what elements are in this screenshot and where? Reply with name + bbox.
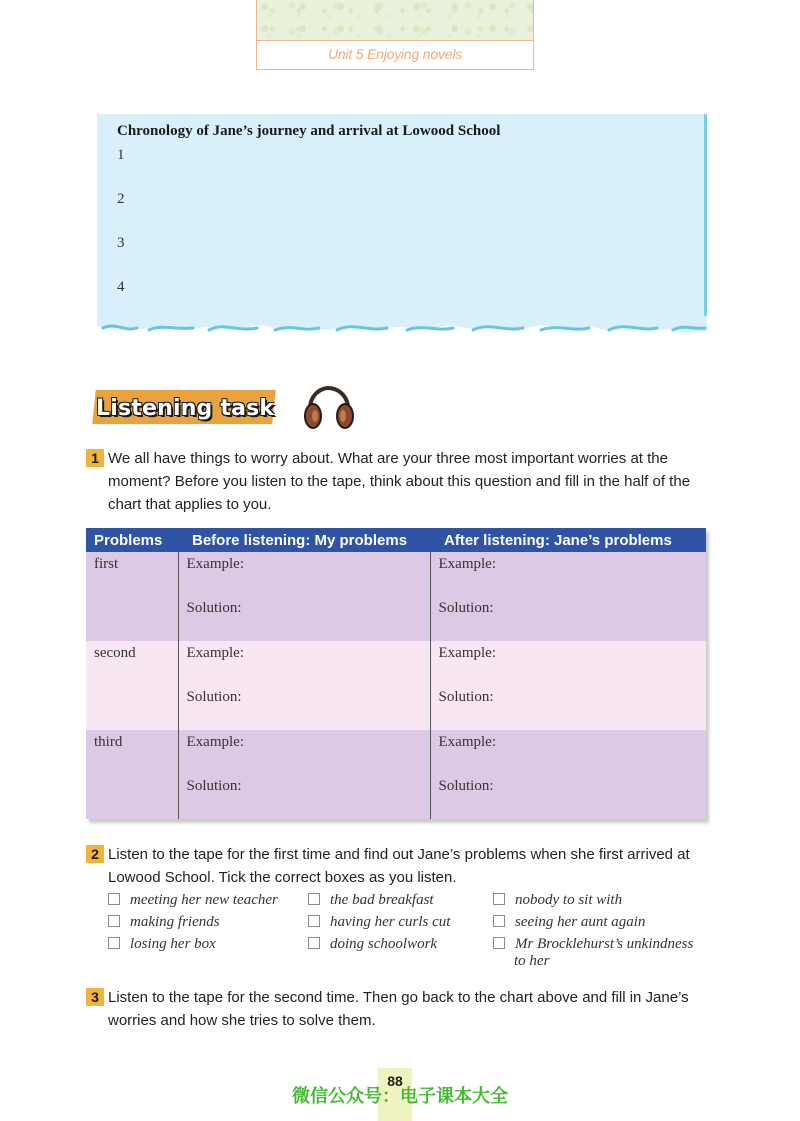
option-making-friends[interactable]: making friends (108, 914, 220, 931)
chronology-item-2: 2 (117, 191, 125, 207)
example-label: Example: (438, 734, 496, 750)
solution-label: Solution: (186, 689, 242, 705)
option-meeting-teacher[interactable]: meeting her new teacher (108, 892, 278, 909)
checkbox[interactable] (493, 937, 505, 949)
unit-label: Unit 5 Enjoying novels (327, 46, 463, 62)
my-problem-cell[interactable] (178, 641, 430, 730)
task-1-line-3: chart that applies to you. (108, 496, 272, 513)
problems-chart (86, 528, 706, 819)
task-3 (86, 986, 716, 1032)
table-row (86, 641, 706, 730)
jane-problem-cell[interactable] (430, 730, 706, 819)
table-row (86, 730, 706, 819)
example-label: Example: (438, 645, 496, 661)
option-schoolwork[interactable]: doing schoolwork (308, 936, 437, 953)
example-label: Example: (186, 556, 244, 572)
section-title: Listening task (96, 396, 275, 421)
solution-label: Solution: (186, 600, 242, 616)
example-label: Example: (186, 734, 244, 750)
option-losing-box[interactable]: losing her box (108, 936, 216, 953)
header-problems: Problems (86, 528, 178, 552)
checkbox[interactable] (108, 937, 120, 949)
option-continuation: to her (514, 953, 550, 969)
task-number-badge: 2 (86, 845, 104, 863)
task-1-line-2: moment? Before you listen to the tape, think about this question and fill in the half of the (108, 473, 691, 490)
solution-label: Solution: (438, 689, 494, 705)
task-3-line-2: worries and how she tries to solve them. (108, 1012, 376, 1029)
example-label: Example: (438, 556, 496, 572)
option-brocklehurst-unkindness[interactable]: Mr Brocklehurst’s unkindness to her (493, 936, 693, 970)
checkbox[interactable] (308, 893, 320, 905)
watermark-text: 微信公众号：电子课本大全 (292, 1086, 508, 1107)
task-number-badge: 3 (86, 988, 104, 1006)
checkbox[interactable] (493, 915, 505, 927)
chronology-item-4: 4 (117, 279, 125, 295)
checkbox[interactable] (108, 915, 120, 927)
task-3-line-1: Listen to the tape for the second time. Then go back to the chart above and fill in Jane’s (108, 989, 689, 1006)
header-before-listening: Before listening: My problems (178, 528, 430, 552)
task-2-line-2: Lowood School. Tick the correct boxes as you listen. (108, 869, 457, 886)
unit-header-tab (256, 0, 534, 70)
task-1 (86, 447, 716, 516)
task-1-line-1: We all have things to worry about. What are your three most important worries at the (108, 450, 668, 467)
listening-task-heading (90, 390, 276, 426)
checkbox[interactable] (308, 915, 320, 927)
header-after-listening: After listening: Jane’s problems (430, 528, 706, 552)
chronology-title: Chronology of Jane’s journey and arrival at Lowood School (117, 123, 501, 139)
torn-paper-edge (97, 316, 707, 338)
task-2 (86, 843, 716, 889)
checkbox[interactable] (108, 893, 120, 905)
page-number: 88 (378, 1068, 412, 1121)
jane-problem-cell[interactable] (430, 552, 706, 641)
chronology-item-3: 3 (117, 235, 125, 251)
option-bad-breakfast[interactable]: the bad breakfast (308, 892, 434, 909)
headphones-icon (300, 384, 356, 432)
row-label: second (86, 641, 178, 730)
solution-label: Solution: (186, 778, 242, 794)
table-row (86, 552, 706, 641)
option-curls-cut[interactable]: having her curls cut (308, 914, 450, 931)
example-label: Example: (186, 645, 244, 661)
header-texture (257, 0, 533, 41)
option-seeing-aunt[interactable]: seeing her aunt again (493, 914, 645, 931)
chronology-item-1: 1 (117, 147, 125, 163)
task-number-badge: 1 (86, 449, 104, 467)
checkbox[interactable] (308, 937, 320, 949)
chronology-box (97, 114, 707, 320)
my-problem-cell[interactable] (178, 552, 430, 641)
task-2-line-1: Listen to the tape for the first time and find out Jane’s problems when she first arrived at (108, 846, 690, 863)
solution-label: Solution: (438, 778, 494, 794)
checkbox[interactable] (493, 893, 505, 905)
jane-problem-cell[interactable] (430, 641, 706, 730)
solution-label: Solution: (438, 600, 494, 616)
row-label: third (86, 730, 178, 819)
chart-header-row (86, 528, 706, 552)
row-label: first (86, 552, 178, 641)
option-nobody-to-sit[interactable]: nobody to sit with (493, 892, 622, 909)
my-problem-cell[interactable] (178, 730, 430, 819)
